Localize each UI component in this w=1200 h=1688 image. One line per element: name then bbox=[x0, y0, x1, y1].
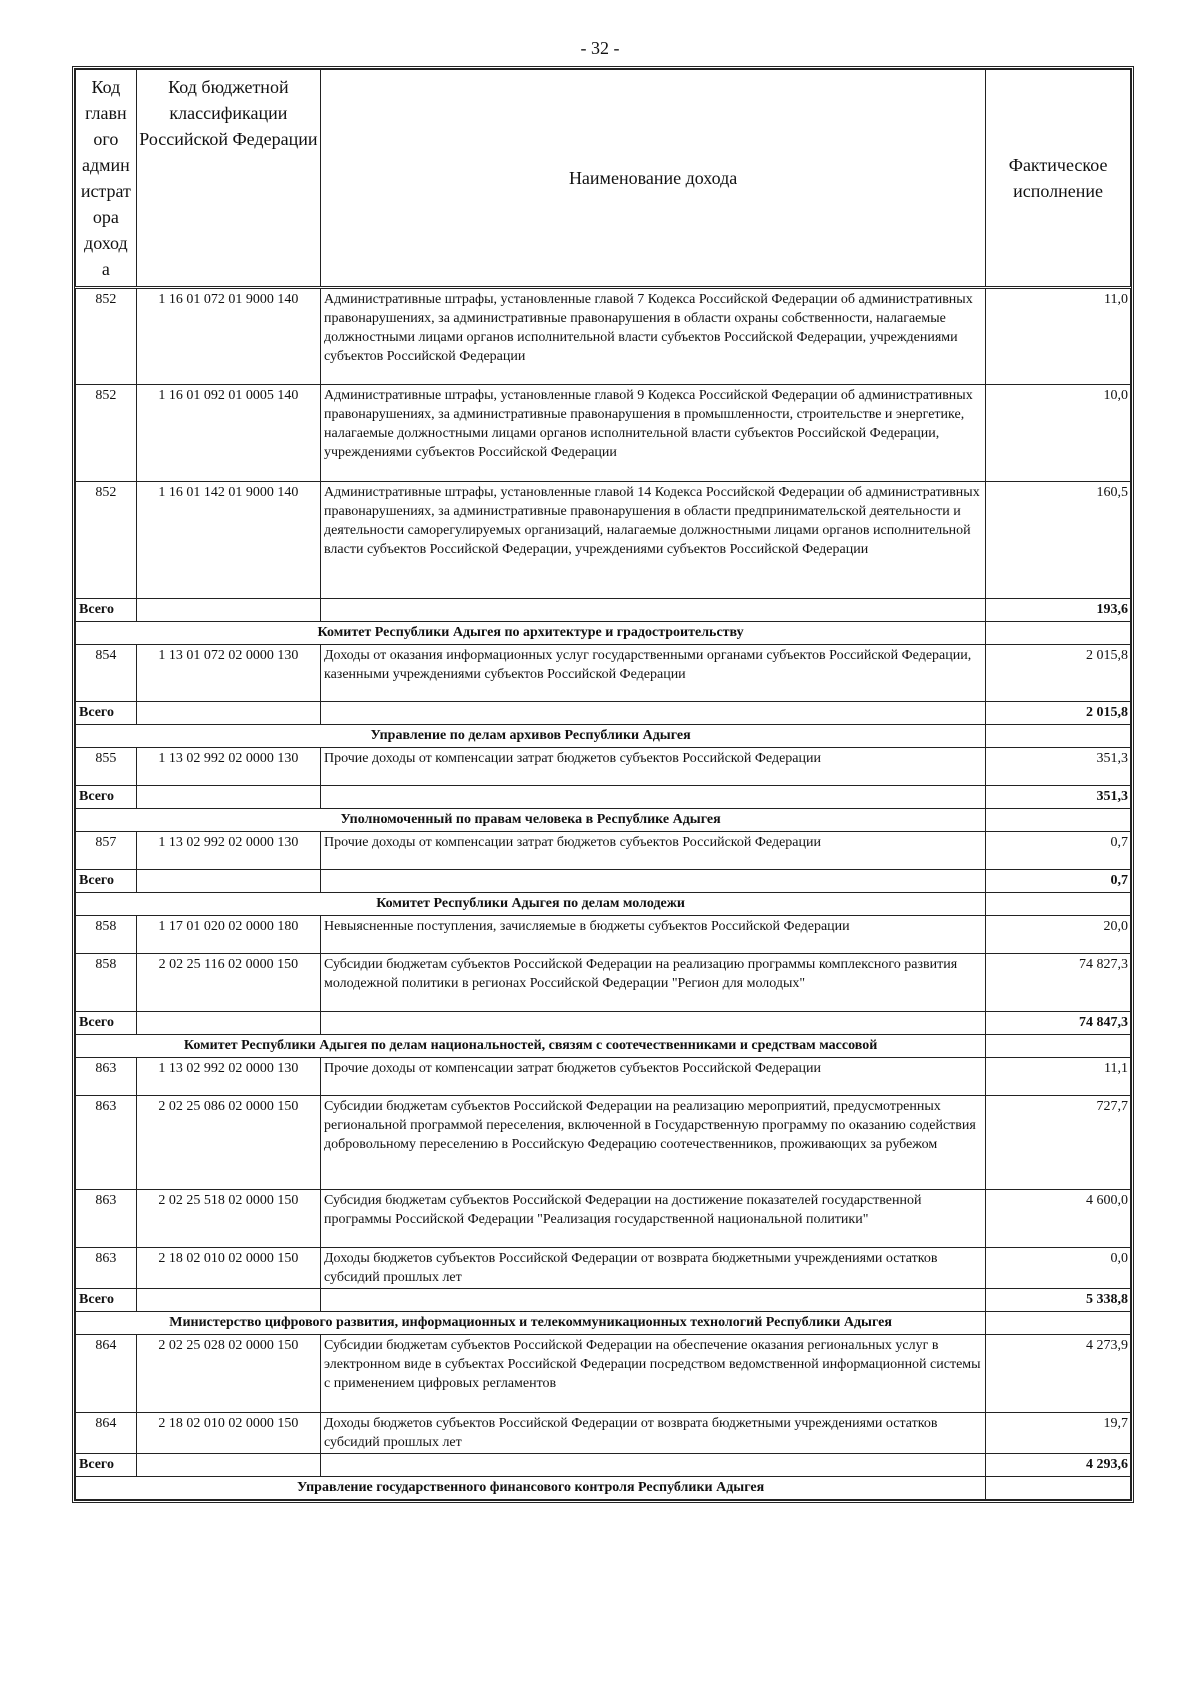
budget-code-cell: 2 18 02 010 02 0000 150 bbox=[136, 1413, 320, 1454]
budget-code-cell: 1 16 01 072 01 9000 140 bbox=[136, 288, 320, 385]
table-row bbox=[76, 1058, 1131, 1096]
income-table bbox=[75, 69, 1131, 1500]
actual-value-cell: 74 827,3 bbox=[986, 954, 1131, 1012]
income-name-cell: Субсидия бюджетам субъектов Российской Федерации на достижение показателей государственной программы Российской Федерации "Реализация государственной национальной политики" bbox=[321, 1190, 986, 1248]
empty-cell bbox=[136, 1012, 320, 1035]
table-row bbox=[76, 1335, 1131, 1413]
total-label-cell: Всего bbox=[76, 870, 137, 893]
empty-cell bbox=[136, 870, 320, 893]
actual-value-cell: 20,0 bbox=[986, 916, 1131, 954]
admin-code-cell: 852 bbox=[76, 385, 137, 482]
budget-code-cell: 2 02 25 028 02 0000 150 bbox=[136, 1335, 320, 1413]
section-header-row bbox=[76, 622, 1131, 645]
income-name-cell: Административные штрафы, установленные главой 7 Кодекса Российской Федерации об административных правонарушениях, за административные правонарушения в области охраны собственности, налагаемые должностными лицами органов исполнительной власти субъектов Российской Федерации, учреждениями субъектов Российской Федерации bbox=[321, 288, 986, 385]
empty-cell bbox=[321, 599, 986, 622]
section-header-row bbox=[76, 1477, 1131, 1500]
total-value-cell: 4 293,6 bbox=[986, 1454, 1131, 1477]
budget-code-cell: 2 02 25 518 02 0000 150 bbox=[136, 1190, 320, 1248]
actual-value-cell: 4 273,9 bbox=[986, 1335, 1131, 1413]
empty-cell bbox=[136, 1454, 320, 1477]
table-row bbox=[76, 954, 1131, 1012]
actual-value-cell: 10,0 bbox=[986, 385, 1131, 482]
budget-code-cell: 1 13 01 072 02 0000 130 bbox=[136, 645, 320, 702]
section-title-cell: Управление по делам архивов Республики Адыгея bbox=[76, 725, 986, 748]
admin-code-cell: 863 bbox=[76, 1190, 137, 1248]
empty-cell bbox=[986, 1035, 1131, 1058]
income-name-cell: Субсидии бюджетам субъектов Российской Федерации на обеспечение оказания региональных услуг в электронном виде в субъектах Российской Федерации посредством ведомственной информационной системы с применением цифровых регламентов bbox=[321, 1335, 986, 1413]
total-value-cell: 5 338,8 bbox=[986, 1289, 1131, 1312]
actual-value-cell: 351,3 bbox=[986, 748, 1131, 786]
empty-cell bbox=[136, 786, 320, 809]
section-title-cell: Комитет Республики Адыгея по делам национальностей, связям с соотечественниками и средствам массовой bbox=[76, 1035, 986, 1058]
income-name-cell: Административные штрафы, установленные главой 9 Кодекса Российской Федерации об административных правонарушениях, за административные правонарушения в промышленности, строительстве и энергетике, налагаемые должностными лицами органов исполнительной власти субъектов Российской Федерации, учреждениями субъектов Российской Федерации bbox=[321, 385, 986, 482]
section-title-cell: Управление государственного финансового контроля Республики Адыгея bbox=[76, 1477, 986, 1500]
table-body bbox=[76, 288, 1131, 1500]
admin-code-cell: 864 bbox=[76, 1335, 137, 1413]
table-row bbox=[76, 1096, 1131, 1190]
header-budget-code: Код бюджетной классификации Российской Федерации bbox=[136, 70, 320, 288]
section-header-row bbox=[76, 725, 1131, 748]
empty-cell bbox=[986, 893, 1131, 916]
header-admin-code: Код главн ого админ истрат ора доход а bbox=[76, 70, 137, 288]
admin-code-cell: 863 bbox=[76, 1096, 137, 1190]
budget-code-cell: 2 02 25 116 02 0000 150 bbox=[136, 954, 320, 1012]
total-row bbox=[76, 702, 1131, 725]
table-header-row bbox=[76, 70, 1131, 288]
header-income-name: Наименование дохода bbox=[321, 70, 986, 288]
empty-cell bbox=[321, 702, 986, 725]
table-row bbox=[76, 1248, 1131, 1289]
income-name-cell: Прочие доходы от компенсации затрат бюджетов субъектов Российской Федерации bbox=[321, 1058, 986, 1096]
budget-code-cell: 1 13 02 992 02 0000 130 bbox=[136, 832, 320, 870]
actual-value-cell: 2 015,8 bbox=[986, 645, 1131, 702]
empty-cell bbox=[986, 809, 1131, 832]
empty-cell bbox=[136, 702, 320, 725]
table-row bbox=[76, 1413, 1131, 1454]
table-row bbox=[76, 916, 1131, 954]
total-row bbox=[76, 1012, 1131, 1035]
actual-value-cell: 11,1 bbox=[986, 1058, 1131, 1096]
section-header-row bbox=[76, 1312, 1131, 1335]
header-actual: Фактическое исполнение bbox=[986, 70, 1131, 288]
table-row bbox=[76, 482, 1131, 599]
income-table-frame bbox=[72, 66, 1134, 1503]
admin-code-cell: 854 bbox=[76, 645, 137, 702]
income-name-cell: Административные штрафы, установленные главой 14 Кодекса Российской Федерации об административных правонарушениях, за административные правонарушения в области предпринимательской деятельности и деятельности саморегулируемых организаций, налагаемые должностными лицами органов исполнительной власти субъектов Российской Федерации, учреждениями субъектов Российской Федерации bbox=[321, 482, 986, 599]
table-row bbox=[76, 748, 1131, 786]
total-row bbox=[76, 599, 1131, 622]
income-name-cell: Субсидии бюджетам субъектов Российской Федерации на реализацию программы комплексного развития молодежной политики в регионах Российской Федерации "Регион для молодых" bbox=[321, 954, 986, 1012]
income-name-cell: Доходы от оказания информационных услуг государственными органами субъектов Российской Федерации, казенными учреждениями субъектов Российской Федерации bbox=[321, 645, 986, 702]
section-title-cell: Комитет Республики Адыгея по делам молодежи bbox=[76, 893, 986, 916]
total-label-cell: Всего bbox=[76, 786, 137, 809]
empty-cell bbox=[986, 1477, 1131, 1500]
actual-value-cell: 11,0 bbox=[986, 288, 1131, 385]
budget-code-cell: 1 17 01 020 02 0000 180 bbox=[136, 916, 320, 954]
income-name-cell: Прочие доходы от компенсации затрат бюджетов субъектов Российской Федерации bbox=[321, 748, 986, 786]
income-name-cell: Прочие доходы от компенсации затрат бюджетов субъектов Российской Федерации bbox=[321, 832, 986, 870]
empty-cell bbox=[321, 1454, 986, 1477]
actual-value-cell: 4 600,0 bbox=[986, 1190, 1131, 1248]
total-label-cell: Всего bbox=[76, 1454, 137, 1477]
actual-value-cell: 727,7 bbox=[986, 1096, 1131, 1190]
admin-code-cell: 863 bbox=[76, 1058, 137, 1096]
total-value-cell: 351,3 bbox=[986, 786, 1131, 809]
table-row bbox=[76, 1190, 1131, 1248]
actual-value-cell: 0,0 bbox=[986, 1248, 1131, 1289]
budget-code-cell: 1 13 02 992 02 0000 130 bbox=[136, 748, 320, 786]
admin-code-cell: 864 bbox=[76, 1413, 137, 1454]
total-value-cell: 74 847,3 bbox=[986, 1012, 1131, 1035]
total-row bbox=[76, 786, 1131, 809]
section-header-row bbox=[76, 1035, 1131, 1058]
total-value-cell: 0,7 bbox=[986, 870, 1131, 893]
budget-code-cell: 1 16 01 092 01 0005 140 bbox=[136, 385, 320, 482]
income-name-cell: Доходы бюджетов субъектов Российской Федерации от возврата бюджетными учреждениями остатков субсидий прошлых лет bbox=[321, 1248, 986, 1289]
income-name-cell: Доходы бюджетов субъектов Российской Федерации от возврата бюджетными учреждениями остатков субсидий прошлых лет bbox=[321, 1413, 986, 1454]
empty-cell bbox=[321, 1012, 986, 1035]
admin-code-cell: 858 bbox=[76, 954, 137, 1012]
total-label-cell: Всего bbox=[76, 702, 137, 725]
total-row bbox=[76, 870, 1131, 893]
section-title-cell: Комитет Республики Адыгея по архитектуре и градостроительству bbox=[76, 622, 986, 645]
section-title-cell: Министерство цифрового развития, информационных и телекоммуникационных технологий Республики Адыгея bbox=[76, 1312, 986, 1335]
total-value-cell: 2 015,8 bbox=[986, 702, 1131, 725]
table-row bbox=[76, 645, 1131, 702]
admin-code-cell: 858 bbox=[76, 916, 137, 954]
total-value-cell: 193,6 bbox=[986, 599, 1131, 622]
empty-cell bbox=[986, 1312, 1131, 1335]
total-row bbox=[76, 1454, 1131, 1477]
empty-cell bbox=[136, 1289, 320, 1312]
budget-code-cell: 1 16 01 142 01 9000 140 bbox=[136, 482, 320, 599]
total-row bbox=[76, 1289, 1131, 1312]
section-header-row bbox=[76, 893, 1131, 916]
table-row bbox=[76, 832, 1131, 870]
income-name-cell: Невыясненные поступления, зачисляемые в бюджеты субъектов Российской Федерации bbox=[321, 916, 986, 954]
budget-code-cell: 1 13 02 992 02 0000 130 bbox=[136, 1058, 320, 1096]
table-row bbox=[76, 385, 1131, 482]
actual-value-cell: 19,7 bbox=[986, 1413, 1131, 1454]
total-label-cell: Всего bbox=[76, 1289, 137, 1312]
empty-cell bbox=[986, 725, 1131, 748]
admin-code-cell: 855 bbox=[76, 748, 137, 786]
empty-cell bbox=[321, 786, 986, 809]
empty-cell bbox=[321, 870, 986, 893]
empty-cell bbox=[986, 622, 1131, 645]
section-title-cell: Уполномоченный по правам человека в Республике Адыгея bbox=[76, 809, 986, 832]
empty-cell bbox=[321, 1289, 986, 1312]
budget-code-cell: 2 02 25 086 02 0000 150 bbox=[136, 1096, 320, 1190]
admin-code-cell: 857 bbox=[76, 832, 137, 870]
total-label-cell: Всего bbox=[76, 1012, 137, 1035]
admin-code-cell: 852 bbox=[76, 288, 137, 385]
actual-value-cell: 0,7 bbox=[986, 832, 1131, 870]
section-header-row bbox=[76, 809, 1131, 832]
empty-cell bbox=[136, 599, 320, 622]
admin-code-cell: 852 bbox=[76, 482, 137, 599]
income-name-cell: Субсидии бюджетам субъектов Российской Федерации на реализацию мероприятий, предусмотренных региональной программой переселения, включенной в Государственную программу по оказанию содействия добровольному переселению в Российскую Федерацию соотечественников, проживающих за рубежом bbox=[321, 1096, 986, 1190]
actual-value-cell: 160,5 bbox=[986, 482, 1131, 599]
page-number: - 32 - bbox=[580, 38, 620, 58]
admin-code-cell: 863 bbox=[76, 1248, 137, 1289]
table-row bbox=[76, 288, 1131, 385]
budget-code-cell: 2 18 02 010 02 0000 150 bbox=[136, 1248, 320, 1289]
total-label-cell: Всего bbox=[76, 599, 137, 622]
